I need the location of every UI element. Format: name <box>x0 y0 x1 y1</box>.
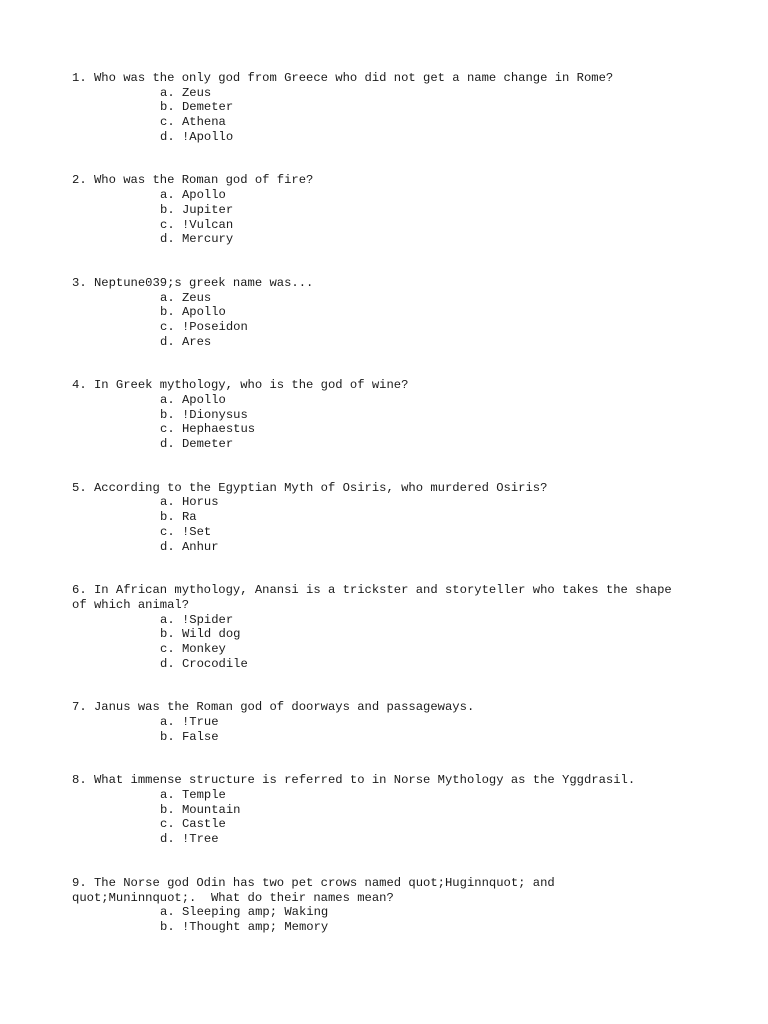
question-block <box>72 583 712 671</box>
question-text: quot;Muninnquot;. What do their names mean? <box>72 890 394 905</box>
question-block <box>72 276 712 349</box>
answer-option: b. False <box>160 729 219 744</box>
answer-option: b. !Thought amp; Memory <box>160 919 329 934</box>
answer-option: b. Demeter <box>160 100 234 115</box>
question-block <box>72 173 712 246</box>
question-text: 2. Who was the Roman god of fire? <box>72 173 314 188</box>
answer-option: a. Zeus <box>160 290 212 305</box>
answer-option: d. Ares <box>160 334 212 349</box>
answer-option: a. !True <box>160 715 219 729</box>
answer-option: d. Anhur <box>160 539 219 554</box>
answer-option: a. Apollo <box>160 393 226 407</box>
question-block <box>72 71 712 144</box>
question-text: 9. The Norse god Odin has two pet crows named quot;Huginnquot; and <box>72 875 555 890</box>
answer-option: b. !Dionysus <box>160 407 248 422</box>
question-text: 3. Neptune039;s greek name was... <box>72 275 314 290</box>
answer-option: c. Athena <box>160 115 226 130</box>
answer-option: c. !Set <box>160 524 212 539</box>
answer-option: d. !Tree <box>160 832 219 847</box>
answer-option: d. Crocodile <box>160 656 248 671</box>
answer-option: b. Apollo <box>160 305 226 320</box>
answer-option: d. !Apollo <box>160 129 234 144</box>
answer-option: c. Monkey <box>160 641 226 656</box>
answer-option: c. Castle <box>160 817 226 832</box>
question-text: of which animal? <box>72 597 190 612</box>
answer-option: a. Zeus <box>160 85 212 100</box>
answer-option: a. Horus <box>160 495 219 510</box>
question-block <box>72 876 712 935</box>
answer-option: a. Temple <box>160 788 226 803</box>
answer-option: b. Jupiter <box>160 202 234 217</box>
answer-option: b. Ra <box>160 510 197 525</box>
answer-option: a. Apollo <box>160 188 226 203</box>
answer-option: c. !Vulcan <box>160 217 234 232</box>
question-block <box>72 378 712 451</box>
answer-option: a. !Spider <box>160 612 234 627</box>
question-block <box>72 700 712 744</box>
question-text: 6. In African mythology, Anansi is a trickster and storyteller who takes the shape <box>72 583 672 598</box>
question-block <box>72 481 712 554</box>
answer-option: b. Wild dog <box>160 627 241 642</box>
answer-option: c. !Poseidon <box>160 319 248 334</box>
question-text: 8. What immense structure is referred to in Norse Mythology as the Yggdrasil. <box>72 773 636 788</box>
question-text: 5. According to the Egyptian Myth of Osiris, who murdered Osiris? <box>72 480 548 495</box>
quiz-document <box>72 71 712 964</box>
question-block <box>72 773 712 846</box>
answer-option: d. Demeter <box>160 437 234 452</box>
answer-option: d. Mercury <box>160 232 234 247</box>
question-text: 1. Who was the only god from Greece who did not get a name change in Rome? <box>72 71 614 85</box>
answer-option: b. Mountain <box>160 802 241 817</box>
question-text: 4. In Greek mythology, who is the god of wine? <box>72 378 409 393</box>
question-text: 7. Janus was the Roman god of doorways and passageways. <box>72 700 475 715</box>
answer-option: c. Hephaestus <box>160 422 256 437</box>
answer-option: a. Sleeping amp; Waking <box>160 905 329 920</box>
